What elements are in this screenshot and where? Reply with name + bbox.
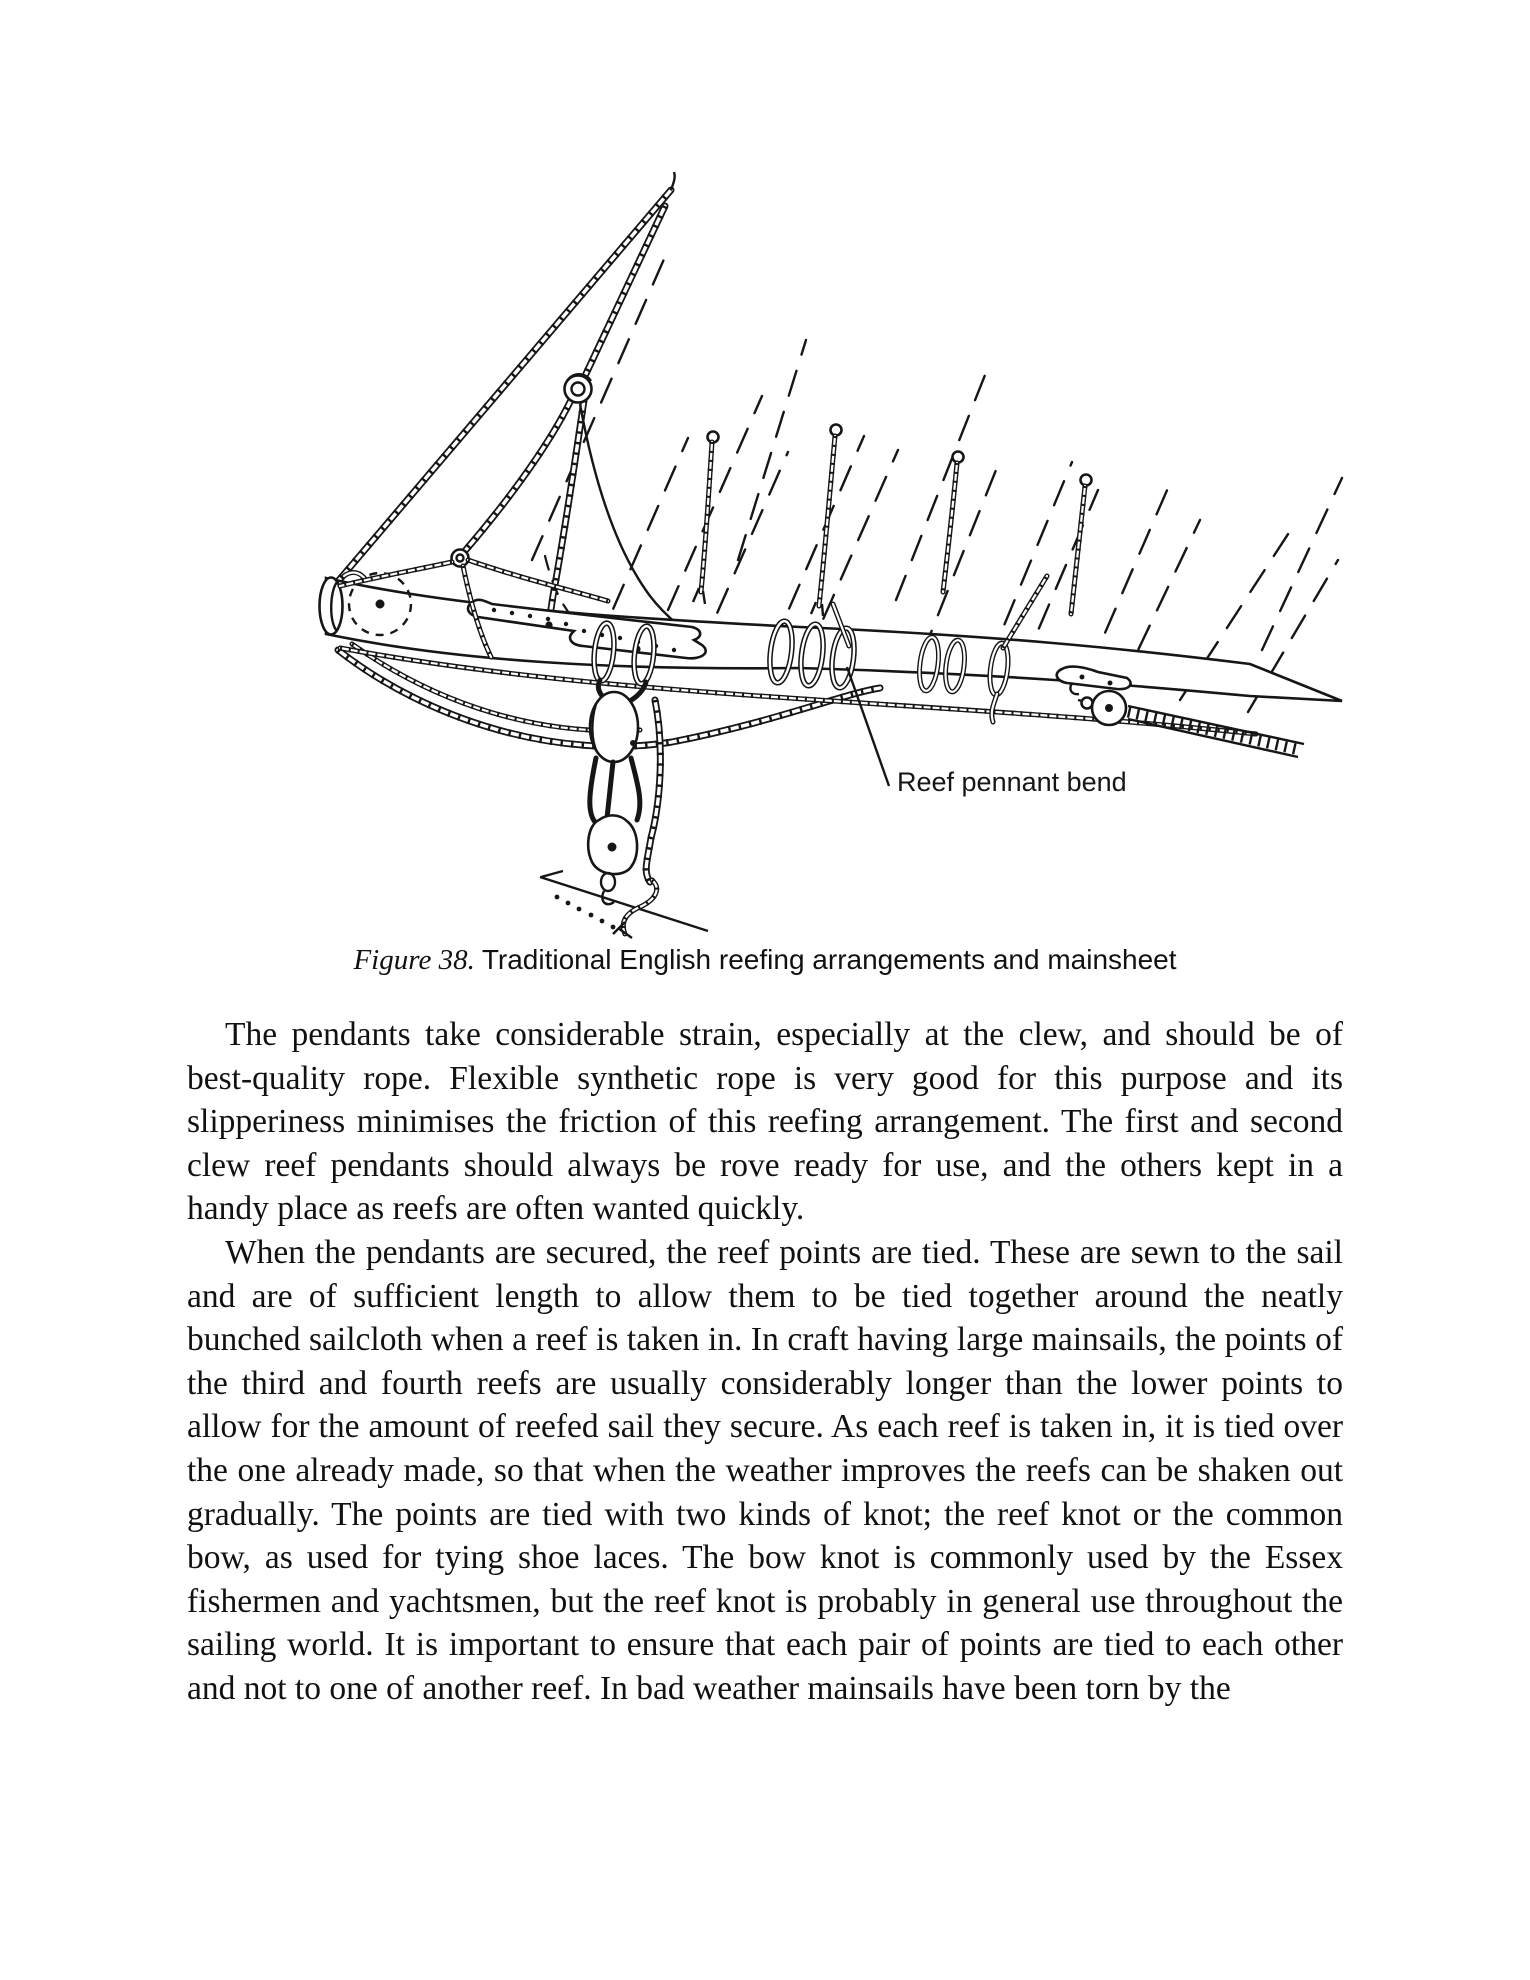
pennant-eye [452,550,469,567]
reef-point [811,425,842,617]
aft-block [1078,691,1304,757]
mainsheet-tackle [540,622,708,938]
figure-caption-text: Traditional English reefing arrangements and mainsheet [481,944,1177,975]
body-text [187,1013,1343,1711]
pennant-knot [565,374,592,402]
annotation-pointer [847,667,889,786]
paragraph-2: When the pendants are secured, the reef points are tied. These are sewn to the sail and are of sufficient length to allow them to be tied together around the neatly bunched sailcloth when a reef is taken in. In craft having large mainsails, the points of the third and fourth reefs are usually considerably longer than the lower points to allow for the amount of reefed sail they secure. As each reef is taken in, it is tied over the one already made, so that when the weather improves the reefs can be shaken out gradually. The points are tied with two kinds of knot; the reef knot or the common bow, as used for tying shoe laces. The bow knot is commonly used by the Essex fishermen and yachtsmen, but the reef knot is probably in general use throughout the sailing world. It is important to ensure that each pair of points are tied to each other and not to one of another reef. In bad weather mainsails have been torn by the [187,1233,1343,1707]
topping-ropes [334,172,708,656]
reef-point [693,432,719,605]
boom [320,573,1343,701]
figure-annotation: Reef pennant bend [897,767,1127,797]
figure-caption [0,944,1530,977]
figure-caption-number: Figure 38. [353,944,475,976]
paragraph-1: The pendants take considerable strain, especially at the clew, and should be of best-quality rope. Flexible synthetic rope is very good for this purpose and its slipperiness minimises the friction of this reefing arrangement. The first and second clew reef pendants should always be rove ready for use, and the others kept in a handy place as reefs are often wanted quickly. [187,1016,1343,1228]
ground-hatch-dots [555,895,616,930]
shackle [601,873,615,891]
reef-points [693,425,1092,617]
sail-bunt-curve [580,404,708,646]
